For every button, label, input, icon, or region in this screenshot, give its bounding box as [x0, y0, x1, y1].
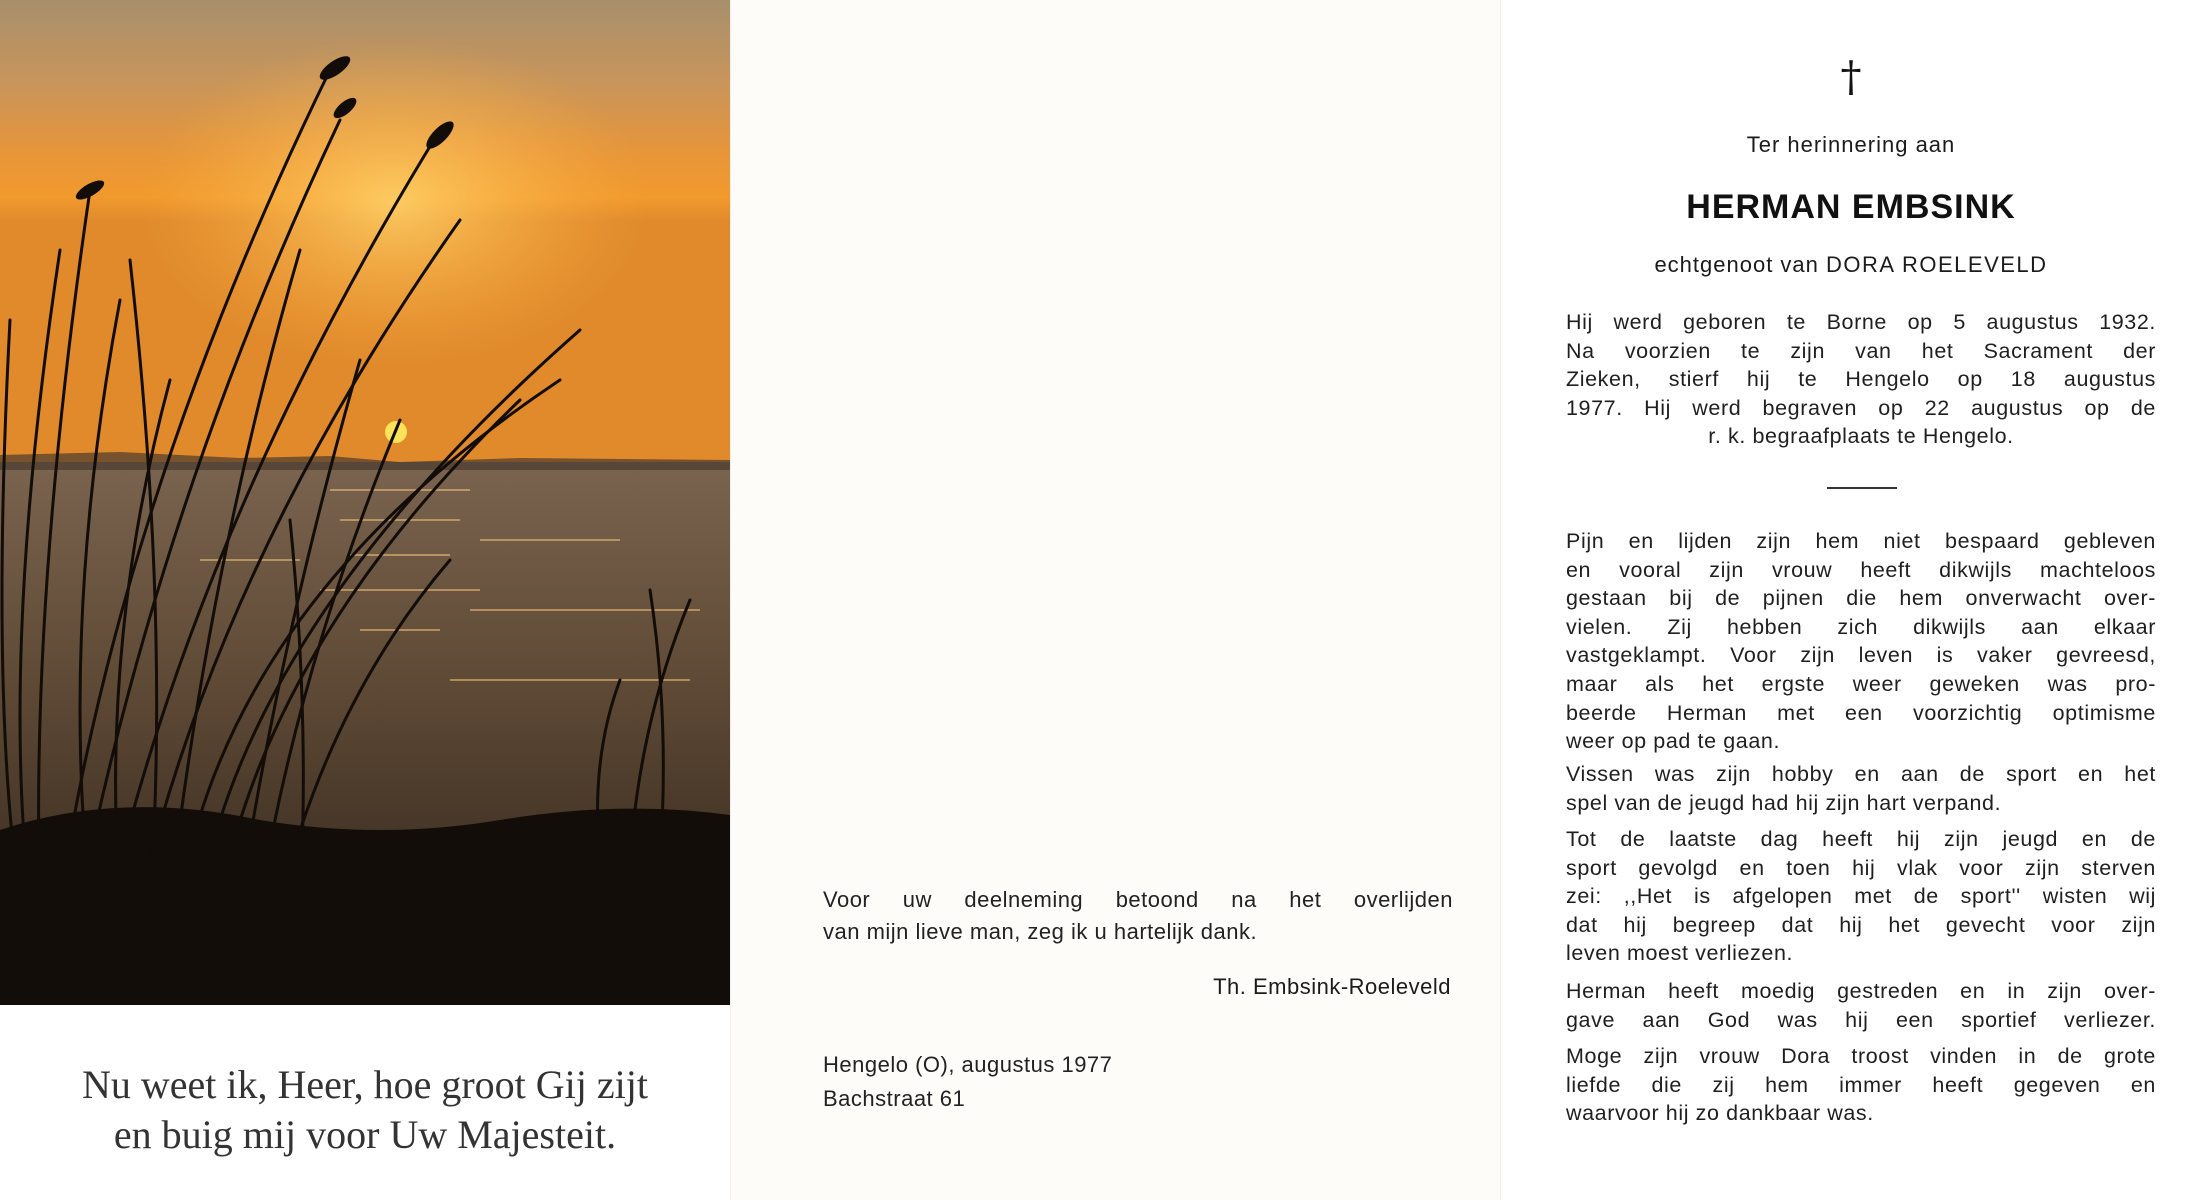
- text-line: maar als het ergste weer geweken was pro-: [1566, 671, 2156, 696]
- biography-paragraph: [1566, 308, 2156, 451]
- text-line: gave aan God was hij een sportief verliezer.: [1566, 1007, 2156, 1032]
- verse-text: [0, 1060, 730, 1160]
- text-line: sport gevolgd en toen hij vlak voor zijn sterven: [1566, 855, 2156, 880]
- text-line: Herman heeft moedig gestreden en in zijn over-: [1566, 979, 2156, 1003]
- text-line: Moge zijn vrouw Dora troost vinden in de grote: [1566, 1044, 2156, 1068]
- text-line: Vissen was zijn hobby en aan de sport en het: [1566, 762, 2156, 786]
- sunset-reeds-photo: [0, 0, 730, 1005]
- text-line: spel van de jeugd had hij zijn hart verpand.: [1566, 790, 2002, 815]
- card-front-panel: [0, 0, 730, 1200]
- text-line: Na voorzien te zijn van het Sacrament der: [1566, 338, 2156, 363]
- card-inner-panel: [730, 0, 1501, 1200]
- text-line: 1977. Hij werd begraven op 22 augustus op de: [1566, 395, 2156, 420]
- verse-line: Nu weet ik, Heer, hoe groot Gij zijt: [81, 1062, 648, 1107]
- place-date: Hengelo (O), augustus 1977: [823, 1052, 1113, 1077]
- text-line: zei: ,,Het is afgelopen met de sport'' wisten wij: [1566, 884, 2156, 909]
- text-line: beerde Herman met een voorzichtig optimisme: [1566, 700, 2156, 725]
- intro-line: Ter herinnering aan: [1746, 132, 1956, 157]
- text-line: dat hij begreep dat hij het gevecht voor zijn: [1566, 912, 2156, 937]
- text-line: vastgeklampt. Voor zijn leven is vaker gevreesd,: [1566, 643, 2156, 668]
- section-divider: [1827, 487, 1897, 489]
- spouse-prefix: echtgenoot van: [1654, 252, 1819, 277]
- obituary-panel: [1500, 0, 2200, 1200]
- signature: Th. Embsink-Roeleveld: [1213, 974, 1451, 999]
- paragraph-sport: [1566, 825, 2156, 968]
- text-line: Hij werd geboren te Borne op 5 augustus 1932.: [1566, 310, 2156, 334]
- thanks-message: [823, 884, 1453, 948]
- thanks-line: van mijn lieve man, zeg ik u hartelijk dank.: [823, 919, 1258, 944]
- cross-icon: †: [1840, 52, 1862, 101]
- paragraph-courage: [1566, 977, 2156, 1034]
- paragraph-hobby: [1566, 760, 2156, 817]
- paragraph-comfort: [1566, 1042, 2156, 1128]
- sender-address: [823, 1048, 1112, 1116]
- text-line: r. k. begraafplaats te Hengelo.: [1708, 424, 2014, 449]
- text-line: vielen. Zij hebben zich dikwijls aan elkaar: [1566, 614, 2156, 639]
- text-line: Zieken, stierf hij te Hengelo op 18 augustus: [1566, 367, 2156, 392]
- text-line: en vooral zijn vrouw heeft dikwijls machteloos: [1566, 557, 2156, 582]
- text-line: Pijn en lijden zijn hem niet bespaard gebleven: [1566, 529, 2156, 553]
- text-line: leven moest verliezen.: [1566, 941, 1794, 966]
- thanks-line: Voor uw deelneming betoond na het overlijden: [823, 887, 1453, 912]
- text-line: liefde die zij hem immer heeft gegeven en: [1566, 1072, 2156, 1097]
- verse-line: en buig mij voor Uw Majesteit.: [113, 1112, 617, 1157]
- deceased-name: HERMAN EMBSINK: [1686, 188, 2016, 226]
- spouse-name: DORA ROELEVELD: [1826, 252, 2048, 277]
- text-line: waarvoor hij zo dankbaar was.: [1566, 1101, 1874, 1126]
- text-line: gestaan bij de pijnen die hem onverwacht over-: [1566, 586, 2156, 611]
- spouse-line: [1501, 252, 2200, 278]
- street-address: Bachstraat 61: [823, 1086, 966, 1111]
- text-line: weer op pad te gaan.: [1566, 729, 1781, 754]
- text-line: Tot de laatste dag heeft hij zijn jeugd en de: [1566, 827, 2156, 851]
- paragraph-illness: [1566, 527, 2156, 756]
